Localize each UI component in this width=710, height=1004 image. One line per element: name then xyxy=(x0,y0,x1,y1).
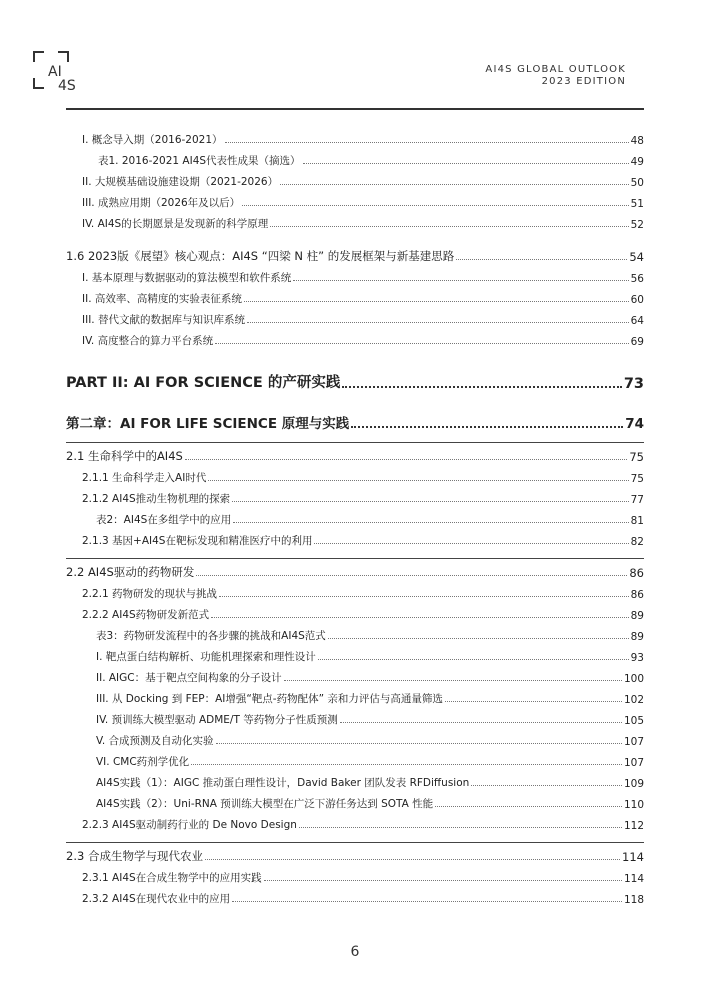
toc-entry-title: III. 替代文献的数据库与知识库系统 xyxy=(66,312,247,327)
svg-text:4S: 4S xyxy=(58,78,76,92)
toc-entry-title: I. 基本原理与数据驱动的算法模型和软件系统 xyxy=(66,270,293,285)
toc-entry[interactable] xyxy=(66,727,644,748)
leader-dots xyxy=(264,879,622,881)
leader-dots xyxy=(445,700,622,702)
toc-entry[interactable] xyxy=(66,685,644,706)
toc-entry-title: VI. CMC药剂学优化 xyxy=(66,754,191,769)
toc-entry-title: IV. 高度整合的算力平台系统 xyxy=(66,333,215,348)
toc-entry-page: 82 xyxy=(630,536,644,548)
logo-text: AI xyxy=(48,64,62,80)
leader-dots xyxy=(211,616,628,618)
leader-dots xyxy=(215,342,629,344)
toc-entry[interactable] xyxy=(66,864,644,885)
toc-entry[interactable] xyxy=(66,748,644,769)
leader-dots xyxy=(471,784,622,786)
toc-chapter-2[interactable]: 第二章：AI FOR LIFE SCIENCE 原理与实践 74 xyxy=(66,404,644,432)
toc-entry-page: 89 xyxy=(630,610,644,622)
toc-entry[interactable] xyxy=(66,580,644,601)
toc-entry[interactable] xyxy=(66,306,644,327)
ai4s-logo xyxy=(32,50,82,92)
toc-entry-title: 2.1.2 AI4S推动生物机理的探索 xyxy=(66,491,232,506)
leader-dots xyxy=(219,595,629,597)
leader-dots xyxy=(270,225,628,227)
leader-dots xyxy=(225,141,629,143)
leader-dots xyxy=(328,637,629,639)
toc-entry-page: 114 xyxy=(623,873,644,885)
toc-entry[interactable] xyxy=(66,285,644,306)
header-line2: 2023 EDITION xyxy=(541,76,626,87)
toc-entry-page: 118 xyxy=(623,894,644,906)
toc-entry-page: 69 xyxy=(630,336,644,348)
toc-entry[interactable] xyxy=(66,622,644,643)
toc-entry-page: 102 xyxy=(623,694,644,706)
toc-entry-page: 105 xyxy=(623,715,644,727)
toc-entry-title: I. 靶点蛋白结构解析、功能机理探索和理性设计 xyxy=(66,649,318,664)
toc-entry-title: I. 概念导入期（2016-2021） xyxy=(66,132,225,147)
toc-entry-title: 表2：AI4S在多组学中的应用 xyxy=(66,512,233,527)
toc-entry-title: 2.2.2 AI4S药物研发新范式 xyxy=(66,607,211,622)
toc-entry[interactable] xyxy=(66,147,644,168)
leader-dots xyxy=(191,763,622,765)
leader-dots xyxy=(318,658,629,660)
toc-entry-page: 89 xyxy=(630,631,644,643)
toc-entry-title: II. 高效率、高精度的实验表征系统 xyxy=(66,291,244,306)
leader-dots xyxy=(233,521,628,523)
leader-dots xyxy=(284,679,622,681)
toc-entry[interactable] xyxy=(66,601,644,622)
toc-section-2-2[interactable]: 2.2 AI4S驱动的药物研发 86 xyxy=(66,565,644,580)
toc-entry[interactable] xyxy=(66,769,644,790)
leader-dots xyxy=(280,183,629,185)
toc-entry-page: 60 xyxy=(630,294,644,306)
toc-section-2-1[interactable]: 2.1 生命科学中的AI4S 75 xyxy=(66,449,644,464)
toc-entry-page: 81 xyxy=(630,515,644,527)
toc-entry-title: 2.3.2 AI4S在现代农业中的应用 xyxy=(66,891,232,906)
toc-entry[interactable] xyxy=(66,643,644,664)
toc-entry-page: 52 xyxy=(630,219,644,231)
toc-entry-title: AI4S实践（1）：AIGC 推动蛋白理性设计，David Baker 团队发表 RFDiffusion xyxy=(66,775,471,790)
toc-entry[interactable] xyxy=(66,706,644,727)
toc-entry-page: 109 xyxy=(623,778,644,790)
toc-entry[interactable] xyxy=(66,464,644,485)
leader-dots xyxy=(232,900,622,902)
toc-entry-page: 75 xyxy=(630,473,644,485)
toc-entry-title: V. 合成预测及自动化实验 xyxy=(66,733,216,748)
toc-entry[interactable] xyxy=(66,264,644,285)
leader-dots xyxy=(244,300,629,302)
toc-entry[interactable] xyxy=(66,811,644,832)
header-divider xyxy=(66,108,644,110)
toc-entry-page: 51 xyxy=(630,198,644,210)
leader-dots xyxy=(340,721,622,723)
toc-entry[interactable] xyxy=(66,126,644,147)
toc-entry[interactable] xyxy=(66,327,644,348)
toc-part-2[interactable]: PART II: AI FOR SCIENCE 的产研实践 73 xyxy=(66,364,644,392)
toc-entry-page: 110 xyxy=(623,799,644,811)
header-line1: AI4S GLOBAL OUTLOOK xyxy=(485,64,626,75)
leader-dots xyxy=(208,479,628,481)
toc-entry[interactable] xyxy=(66,485,644,506)
toc-entry[interactable] xyxy=(66,790,644,811)
leader-dots xyxy=(314,542,628,544)
leader-dots xyxy=(293,279,628,281)
toc-section-1-6[interactable]: 1.6 2023版《展望》核心观点：AI4S “四梁 N 柱” 的发展框架与新基建思路 54 xyxy=(66,249,644,264)
header-edition xyxy=(485,64,626,88)
leader-dots xyxy=(242,204,628,206)
leader-dots xyxy=(247,321,629,323)
toc-entry-page: 48 xyxy=(630,135,644,147)
toc-entry-page: 56 xyxy=(630,273,644,285)
toc-entry-title: IV. 预训练大模型驱动 ADME/T 等药物分子性质预测 xyxy=(66,712,340,727)
toc-entry[interactable] xyxy=(66,210,644,231)
leader-dots xyxy=(303,162,629,164)
page-number: 6 xyxy=(350,944,360,960)
toc-entry-page: 86 xyxy=(630,589,644,601)
leader-dots xyxy=(232,500,628,502)
toc-entry-page: 107 xyxy=(623,757,644,769)
leader-dots xyxy=(435,805,622,807)
toc-entry-title: III. 从 Docking 到 FEP：AI增强“靶点-药物配体” 亲和力评估与高通量筛选 xyxy=(66,691,445,706)
toc-entry-title: II. 大规模基础设施建设期（2021-2026） xyxy=(66,174,280,189)
toc-entry-title: 表3：药物研发流程中的各步骤的挑战和AI4S范式 xyxy=(66,628,328,643)
toc-entry-page: 77 xyxy=(630,494,644,506)
leader-dots xyxy=(299,826,622,828)
toc-entry[interactable] xyxy=(66,168,644,189)
toc-entry[interactable] xyxy=(66,664,644,685)
toc-entry-title: 表1. 2016-2021 AI4S代表性成果（摘选） xyxy=(66,153,303,168)
toc-entry-title: 2.2.1 药物研发的现状与挑战 xyxy=(66,586,219,601)
toc-entry-title: IV. AI4S的长期愿景是发现新的科学原理 xyxy=(66,216,270,231)
leader-dots xyxy=(216,742,622,744)
toc-entry[interactable] xyxy=(66,885,644,906)
toc-section-2-3[interactable]: 2.3 合成生物学与现代农业 114 xyxy=(66,849,644,864)
toc-entry-title: 2.2.3 AI4S驱动制药行业的 De Novo Design xyxy=(66,817,299,832)
toc-entry-page: 49 xyxy=(630,156,644,168)
toc-entry-page: 100 xyxy=(623,673,644,685)
toc-entry-title: AI4S实践（2）：Uni-RNA 预训练大模型在广泛下游任务达到 SOTA 性能 xyxy=(66,796,435,811)
toc-entry-page: 64 xyxy=(630,315,644,327)
toc-entry[interactable] xyxy=(66,527,644,548)
toc-entry[interactable] xyxy=(66,189,644,210)
toc-entry-page: 50 xyxy=(630,177,644,189)
toc-entry-page: 112 xyxy=(623,820,644,832)
toc-entry[interactable] xyxy=(66,506,644,527)
toc-entry-title: 2.1.3 基因+AI4S在靶标发现和精准医疗中的利用 xyxy=(66,533,314,548)
toc-entry-title: III. 成熟应用期（2026年及以后） xyxy=(66,195,242,210)
toc-entry-page: 107 xyxy=(623,736,644,748)
toc-entry-title: 2.3.1 AI4S在合成生物学中的应用实践 xyxy=(66,870,264,885)
table-of-contents xyxy=(66,126,644,906)
toc-entry-page: 93 xyxy=(630,652,644,664)
toc-entry-title: 2.1.1 生命科学走入AI时代 xyxy=(66,470,208,485)
toc-entry-title: II. AIGC：基于靶点空间构象的分子设计 xyxy=(66,670,284,685)
